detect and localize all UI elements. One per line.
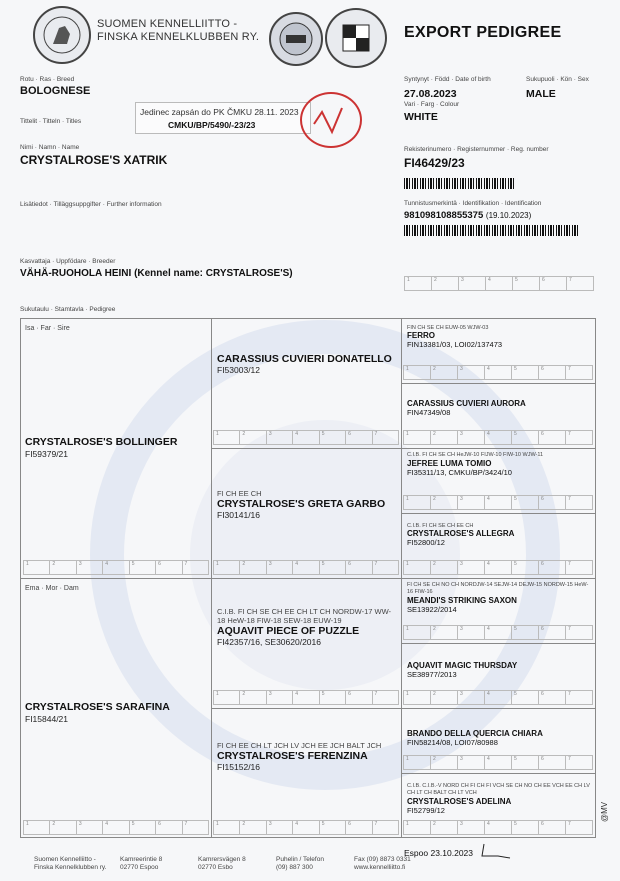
sire-name: CRYSTALROSE'S BOLLINGER [25,436,178,448]
pedigree-grid [20,318,596,838]
sds: C.I.B. FI CH SE CH HeJW-10 FIJW-10 FIW-10 WJW-11 JEFREE LUMA TOMIO FI35311/13, CMKU/BP/3424/10 [407,452,544,477]
dss: FI CH SE CH NO CH NORDJW-14 SEJW-14 DEJW-15 NORDW-15 HeW-16 FIW-16 MEANDI'S STRIKING SAXON SE13922/2014 [407,582,589,614]
dam-reg: FI15844/21 [25,714,69,724]
dam-dam: FI CH EE CH LT JCH LV JCH EE JCH BALT JCH CRYSTALROSE'S FERENZINA FI15152/16 [217,741,382,772]
breeder-value: VÄHÄ-RUOHOLA HEINI (Kennel name: CRYSTALROSE'S) [20,268,293,279]
nordic-kennel-union-logo [325,8,387,68]
sdd: C.I.B. FI CH SE CH EE CH CRYSTALROSE'S ALLEGRA FI52800/12 [407,523,515,547]
dds-score-boxes: 1 2 3 4 5 6 7 [403,755,593,770]
ddd-score-boxes: 1 2 3 4 5 6 7 [403,820,593,835]
identification-barcode [404,225,580,236]
identification-label: Tunnistusmerkintä · Identifikation · Identification [404,200,542,207]
ddd: C.I.B. C.I.B.-V NORD CH FI CH FI VCH SE CH NO CH EE VCH EE CH LV CH LT CH BALT CH LT VCH CRYSTALROSE'S ADELINA FI52799/12 [407,783,590,815]
pedigree-label: Sukutaulu · Stamtavla · Pedigree [20,306,116,313]
dam-score-boxes: 1 2 3 4 5 6 7 [23,820,209,835]
footer-fax-web: Fax (09) 8873 0331 www.kennelliitto.fi [354,856,411,871]
footer-phone: Puhelin / Telefon (09) 887 300 [276,856,324,871]
sire-label: Isa · Far · Sire [25,325,70,332]
breeder-label: Kasvattaja · Uppfödare · Breeder [20,258,116,265]
footer-address-se: Kamrersvägen 8 02770 Esbo [198,856,246,871]
fci-logo [269,12,323,66]
colour-label: Vari · Farg · Colour [404,101,460,108]
footer-org: Suomen Kennelliitto - Finska Kennelklubben ry. [34,856,107,871]
main-score-boxes: 1 2 3 4 5 6 7 [404,276,594,291]
issue-place-date: Espoo 23.10.2023 [404,848,474,858]
sire-sire: CARASSIUS CUVIERI DONATELLO FI53003/12 [217,353,392,375]
reg-number-label: Rekisterinumero · Registernummer · Reg. number [404,146,549,153]
name-label: Nimi · Namn · Name [20,144,80,151]
identification-value: 981098108855375 (19.10.2023) [404,210,532,221]
sd-score-boxes: 1 2 3 4 5 6 7 [213,560,399,575]
dsd: AQUAVIT MAGIC THURSDAY SE38977/2013 [407,661,518,679]
birth-date: 27.08.2023 [404,88,457,100]
cmku-stamp: Jedinec zapsán do PK ČMKU 28.11. 2023 CMKU/BP/5490/-23/23 [135,102,311,134]
further-info-label: Lisätiedot · Tilläggsuppgifter · Further information [20,201,162,208]
sex-value: MALE [526,88,556,100]
side-mark: @MV [600,801,609,822]
dam-label: Ema · Mor · Dam [25,585,79,592]
reg-number: FI46429/23 [404,156,465,170]
signature [478,842,518,860]
ds-score-boxes: 1 2 3 4 5 6 7 [213,690,399,705]
org-name: SUOMEN KENNELLIITTO - FINSKA KENNELKLUBBEN RY. [97,18,260,43]
sdd-score-boxes: 1 2 3 4 5 6 7 [403,560,593,575]
sire-dam: FI CH EE CH CRYSTALROSE'S GRETA GARBO FI30141/16 [217,489,386,520]
birth-label: Syntynyt · Född · Date of birth [404,76,491,83]
colour-value: WHITE [404,111,438,123]
document-title: EXPORT PEDIGREE [404,24,562,41]
sds-score-boxes: 1 2 3 4 5 6 7 [403,495,593,510]
ssd: CARASSIUS CUVIERI AURORA FIN47349/08 [407,399,526,417]
sss: FIN CH SE CH EUW-05 WJW-03 FERRO FIN13381/03, LOI02/137473 [407,325,503,349]
dsd-score-boxes: 1 2 3 4 5 6 7 [403,690,593,705]
red-registration-seal [300,92,362,148]
dog-name: CRYSTALROSE'S XATRIK [20,153,168,167]
sire-score-boxes: 1 2 3 4 5 6 7 [23,560,209,575]
dss-score-boxes: 1 2 3 4 5 6 7 [403,625,593,640]
ssd-score-boxes: 1 2 3 4 5 6 7 [403,430,593,445]
breed-value: BOLOGNESE [20,85,91,97]
titles-label: Tittelit · Titteln · Titles [20,118,82,125]
dam-name: CRYSTALROSE'S SARAFINA [25,701,170,713]
reg-barcode [404,178,516,189]
sss-score-boxes: 1 2 3 4 5 6 7 [403,365,593,380]
breed-label: Rotu · Ras · Breed [20,76,75,83]
kennel-club-logo [33,6,91,64]
ss-score-boxes: 1 2 3 4 5 6 7 [213,430,399,445]
dds: BRANDO DELLA QUERCIA CHIARA FIN58214/08, LOI07/80988 [407,729,543,747]
dd-score-boxes: 1 2 3 4 5 6 7 [213,820,399,835]
sex-label: Sukupuoli · Kön · Sex [526,76,589,83]
dam-sire: C.I.B. FI CH SE CH EE CH LT CH NORDW-17 WW-18 HeW-18 FIW-18 SEW-18 EUW-19 AQUAVIT PIECE OF PUZZLE FI42357/16, SE30620/2016 [217,607,392,647]
footer-address-fi: Kamreerintie 8 02770 Espoo [120,856,163,871]
sire-reg: FI59379/21 [25,449,69,459]
